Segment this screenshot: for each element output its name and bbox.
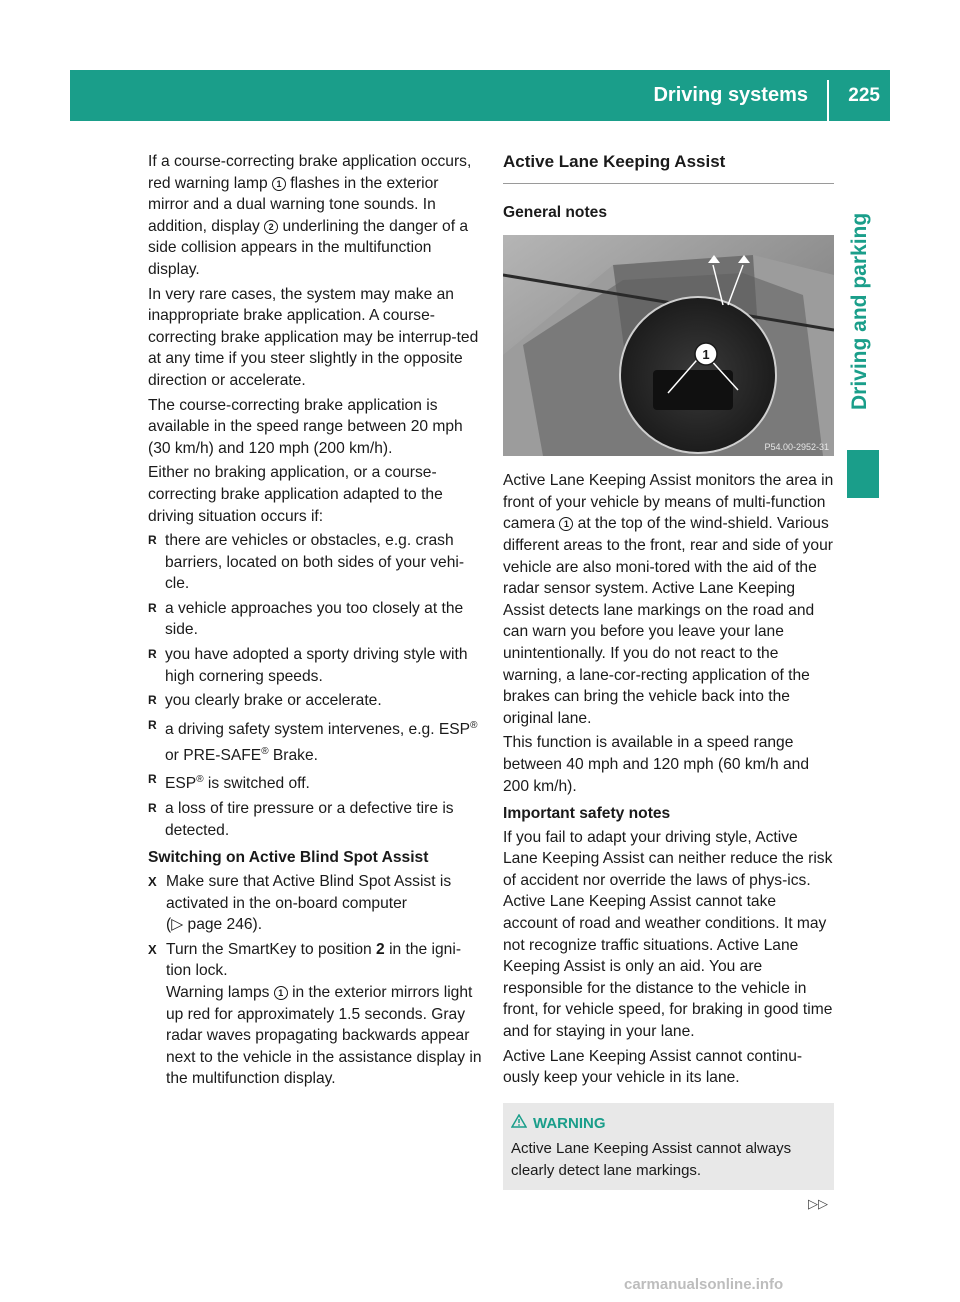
callout-1-icon: 1 [559, 517, 573, 531]
figure-code: P54.00-2952-31 [764, 442, 829, 453]
callout-2-icon: 2 [264, 220, 278, 234]
list-item: R you clearly brake or accelerate. [148, 690, 483, 712]
step-item: X Make sure that Active Blind Spot Assist is activated in the on-board computer (▷ page 246). [148, 871, 483, 936]
windshield-camera-figure [503, 235, 834, 456]
warning-heading: WARNING [511, 1113, 826, 1135]
section-heading: Active Lane Keeping Assist [503, 151, 834, 184]
warning-box [503, 1103, 834, 1190]
list-item: R there are vehicles or obstacles, e.g. crash barriers, located on both sides of your vehi-cle. [148, 530, 483, 595]
paragraph: Active Lane Keeping Assist cannot continu-ously keep your vehicle in its lane. [503, 1047, 803, 1087]
paragraph: Either no braking application, or a course-correcting brake application adapted to the driving situation occurs if: [148, 464, 443, 525]
list-item: R ESP® is switched off. [148, 769, 483, 795]
list-item: R a driving safety system intervenes, e.g. ESP® or PRE-SAFE® Brake. [148, 715, 483, 767]
paragraph: If a course-correcting brake application occurs, red warning lamp 1 flashes in the exterior mirror and a dual warning tone sounds. In addition, display 2 underlining the danger of a side collision appears in the multifunction display. [148, 153, 472, 278]
figure-callout-1: 1 [702, 347, 710, 363]
subheading: Important safety notes [503, 805, 671, 823]
subheading: Switching on Active Blind Spot Assist [148, 849, 429, 867]
header-divider [827, 80, 829, 121]
list-item: R a loss of tire pressure or a defective tire is detected. [148, 798, 483, 841]
page-number: 225 [848, 85, 880, 106]
right-column [503, 151, 834, 1190]
car-windshield-image [503, 235, 834, 456]
warning-text: Active Lane Keeping Assist cannot always clearly detect lane markings. [511, 1140, 792, 1179]
callout-1-icon: 1 [274, 986, 288, 1000]
page-reference-link[interactable]: (▷ page 246). [166, 916, 263, 934]
list-item: R you have adopted a sporty driving style with high cornering speeds. [148, 644, 483, 687]
list-item: R a vehicle approaches you too closely at the side. [148, 598, 483, 641]
side-tab-marker [847, 450, 879, 498]
paragraph: In very rare cases, the system may make an inappropriate brake application. A course-correcting brake application may be interrup-ted at any time if you steer slightly in the opposite direction or accelerate. [148, 285, 479, 389]
paragraph: Active Lane Keeping Assist monitors the area in front of your vehicle by means of multi-function camera 1 at the top of the wind-shield. Various different areas to the front, rear and side of your vehicle are also moni-tored with the aid of the radar sensor system. Active Lane Keeping Assist detects lane markings on the road and can warn you before you leave your lane unintentionally. If you do not react to the warning, a lane-cor-recting application of the brakes can bring the vehicle back into the original lane. [503, 472, 834, 727]
left-column [148, 151, 483, 1093]
side-tab: Driving and parking [848, 212, 871, 410]
continue-icon: ▷▷ [808, 1196, 828, 1211]
warning-triangle-icon [511, 1113, 527, 1135]
paragraph: This function is available in a speed range between 40 mph and 120 mph (60 km/h and 200 km/h). [503, 734, 810, 795]
section-title: Driving systems [653, 84, 808, 106]
callout-1-icon: 1 [272, 177, 286, 191]
subheading: General notes [503, 203, 607, 221]
header-bar [70, 70, 890, 121]
paragraph: If you fail to adapt your driving style, Active Lane Keeping Assist can neither reduce the risk of accident nor override the laws of phys-ics. Active Lane Keeping Assist cannot take account of road and weather conditions. It may not recognize traffic situations. Active Lane Keeping Assist is only an aid. You are responsible for the distance to the vehicle in front, for vehicle speed, for braking in good time and for staying in your lane. [503, 828, 833, 1041]
paragraph: The course-correcting brake application is available in the speed range between 20 mph (30 km/h) and 120 mph (200 km/h). [148, 396, 463, 457]
step-item: X Turn the SmartKey to position 2 in the igni-tion lock. Warning lamps 1 in the exterior mirrors light up red for approximately 1.5 seconds. Gray radar waves propagating backwards appear next to the vehicle in the assistance display in the multifunction display. [148, 939, 483, 1090]
watermark: carmanualsonline.info [624, 1276, 784, 1293]
